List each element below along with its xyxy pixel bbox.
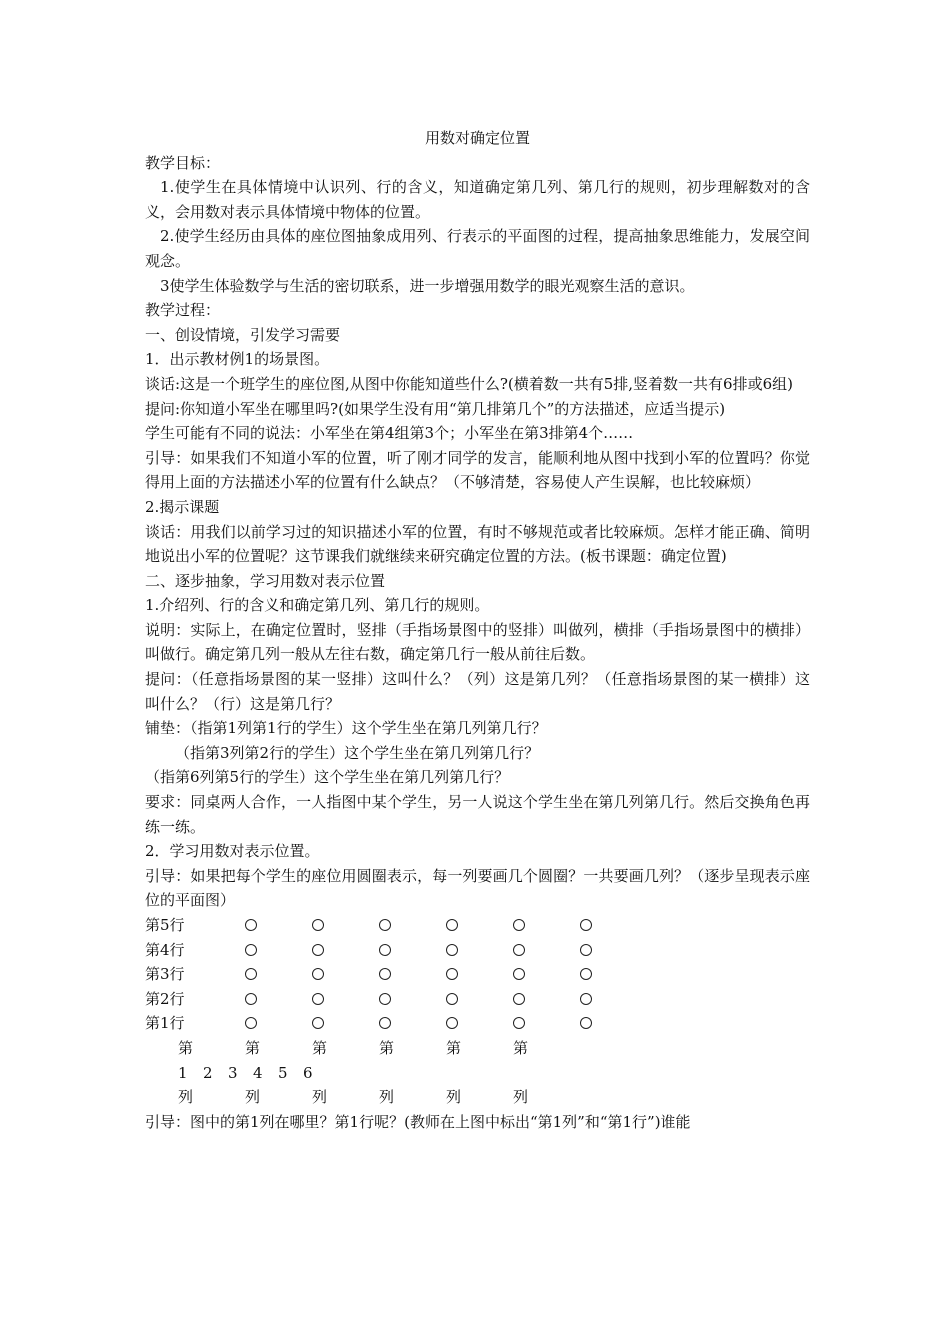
question-1: 提问:你知道小军坐在哪里吗?(如果学生没有用“第几排第几个”的方法描述，应适当提示) [145,399,726,418]
grid-row-1 [145,1011,810,1036]
row-label: 第5行 [145,916,185,934]
guide-1: 引导：如果我们不知道小军的位置，听了刚才同学的发言，能顺利地从图中找到小军的位置吗？你觉得用上面的方法描述小军的位置有什么缺点？（不够清楚，容易使人产生误解，也比较麻烦） [145,448,810,492]
col-number: 3 [228,1063,238,1082]
pre-exercise-2: （指第3列第2行的学生）这个学生坐在第几列第几行？ [175,743,540,762]
heading-process: 教学过程： [145,301,221,320]
row-label: 第1行 [145,1014,185,1033]
seat-circle-icon [580,919,592,931]
col-number: 1 [178,1063,188,1082]
seat-circle-icon [446,919,458,931]
seat-circle-icon [446,1017,458,1029]
col-number: 4 [253,1063,263,1082]
seat-circle-icon [513,919,525,931]
seat-circle-icon [580,1017,592,1029]
document-title: 用数对确定位置 [424,129,530,147]
seat-circle-icon [513,1017,525,1029]
col-word-bottom: 列 [379,1088,395,1107]
seat-circle-icon [513,944,525,956]
col-word-top: 第 [379,1038,395,1057]
heading-goals: 教学目标： [145,153,221,172]
col-word-top: 第 [513,1038,529,1057]
col-word-top: 第 [312,1038,328,1057]
row-label: 第2行 [145,989,185,1008]
seat-circle-icon [245,919,257,931]
step-1-1: 1．出示教材例1的场景图。 [145,350,330,369]
student-answers: 学生可能有不同的说法：小军坐在第4组第3个；小军坐在第3排第4个…… [145,424,634,443]
seat-circle-icon [446,968,458,980]
explanation: 说明：实际上，在确定位置时，竖排（手指场景图中的竖排）叫做列，横排（手指场景图中的横排）叫做行。确定第几列一般从左往右数，确定第几行一般从前往后数。 [145,620,810,664]
seat-circle-icon [513,993,525,1005]
seat-circle-icon [312,944,324,956]
col-word-top: 第 [178,1038,194,1057]
talk-1: 谈话:这是一个班学生的座位图,从图中你能知道些什么?(横着数一共有5排,竖着数一共有6排或6组) [145,374,793,393]
seat-circle-icon [312,1017,324,1029]
goal-1: 1.使学生在具体情境中认识列、行的含义，知道确定第几列、第几行的规则，初步理解数对的含义，会用数对表示具体情境中物体的位置。 [145,178,810,221]
grid-row-4 [145,938,810,963]
grid-row-3 [145,962,810,987]
step-2-1: 1.介绍列、行的含义和确定第几列、第几行的规则。 [145,596,490,615]
seat-circle-icon [245,968,257,980]
row-label: 第4行 [145,940,185,959]
section-2-heading: 二、逐步抽象，学习用数对表示位置 [145,571,386,590]
col-word-bottom: 列 [245,1088,261,1107]
row-label: 第3行 [145,965,185,984]
seat-circle-icon [245,944,257,956]
seat-circle-icon [580,944,592,956]
col-number: 5 [278,1063,288,1082]
document-page [145,126,810,1134]
seat-circle-icon [513,968,525,980]
seat-circle-icon [379,968,391,980]
pre-exercise-3: （指第6列第5行的学生）这个学生坐在第几列第几行？ [145,768,510,787]
seat-circle-icon [446,993,458,1005]
seat-circle-icon [446,944,458,956]
question-2: 提问：（任意指场景图的某一竖排）这叫什么？（列）这是第几列？（任意指场景图的某一横排）这叫什么？（行）这是第几行？ [145,670,810,713]
seat-circle-icon [245,993,257,1005]
talk-2: 谈话：用我们以前学习过的知识描述小军的位置，有时不够规范或者比较麻烦。怎样才能正确、简明地说出小军的位置呢？这节课我们就继续来研究确定位置的方法。(板书课题：确定位置) [145,522,810,566]
pre-exercise-1: 铺垫：（指第1列第1行的学生）这个学生坐在第几列第几行？ [145,719,547,738]
column-label-top [145,1036,810,1061]
requirement: 要求：同桌两人合作，一人指图中某个学生，另一人说这个学生坐在第几列第几行。然后交换角色再练一练。 [145,793,810,836]
seat-grid [145,913,810,1110]
col-number: 2 [203,1063,213,1082]
seat-circle-icon [245,1017,257,1029]
col-word-bottom: 列 [312,1088,328,1107]
step-2-2: 2．学习用数对表示位置。 [145,842,320,861]
column-numbers [145,1061,810,1086]
seat-circle-icon [312,968,324,980]
guide-3: 引导：图中的第1列在哪里？第1行呢？(教师在上图中标出“第1列”和“第1行”)谁能 [145,1112,691,1131]
seat-circle-icon [379,944,391,956]
grid-row-2 [145,987,810,1012]
col-word-top: 第 [446,1038,462,1057]
seat-circle-icon [379,919,391,931]
col-word-bottom: 列 [513,1088,529,1107]
seat-circle-icon [580,968,592,980]
step-1-2: 2.揭示课题 [145,497,220,516]
seat-circle-icon [312,993,324,1005]
col-word-top: 第 [245,1038,261,1057]
col-number: 6 [303,1063,313,1082]
col-word-bottom: 列 [178,1088,194,1107]
section-1-heading: 一、创设情境，引发学习需要 [145,325,341,344]
guide-2: 引导：如果把每个学生的座位用圆圈表示，每一列要画几个圆圈？一共要画几列？（逐步呈现表示座位的平面图） [145,866,810,910]
goal-3: 3使学生体验数学与生活的密切联系，进一步增强用数学的眼光观察生活的意识。 [160,276,695,295]
grid-row-5 [145,913,810,938]
seat-circle-icon [379,993,391,1005]
goal-2: 2.使学生经历由具体的座位图抽象成用列、行表示的平面图的过程，提高抽象思维能力，发展空间观念。 [145,227,810,270]
column-label-bottom [145,1085,810,1110]
seat-circle-icon [580,993,592,1005]
seat-circle-icon [312,919,324,931]
seat-circle-icon [379,1017,391,1029]
col-word-bottom: 列 [446,1088,462,1107]
